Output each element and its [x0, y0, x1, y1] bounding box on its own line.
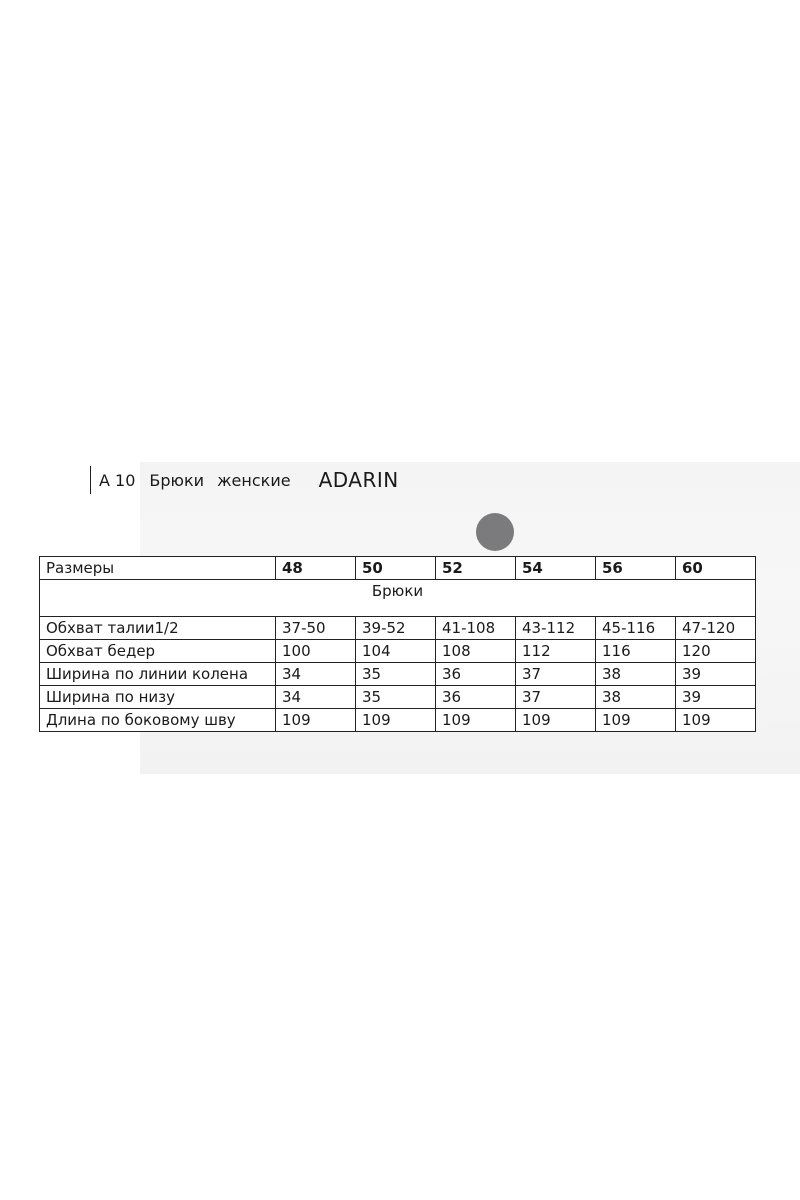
measure-value: 100 [276, 640, 356, 663]
table-row [40, 686, 756, 709]
size-header-cell: 54 [516, 557, 596, 580]
size-header-cell: 60 [676, 557, 756, 580]
measure-value: 34 [276, 686, 356, 709]
measure-value: 36 [436, 686, 516, 709]
table-header-row [40, 557, 756, 580]
measure-value: 37-50 [276, 617, 356, 640]
measure-value: 104 [356, 640, 436, 663]
measure-label: Длина по боковому шву [40, 709, 276, 732]
brand-name: ADARIN [318, 468, 399, 492]
measure-value: 109 [436, 709, 516, 732]
size-header-cell: 50 [356, 557, 436, 580]
measure-label: Обхват талии1/2 [40, 617, 276, 640]
measure-value: 112 [516, 640, 596, 663]
measure-value: 120 [676, 640, 756, 663]
sizes-header-label: Размеры [40, 557, 276, 580]
measure-value: 35 [356, 663, 436, 686]
measure-value: 108 [436, 640, 516, 663]
table-row [40, 617, 756, 640]
table-row [40, 709, 756, 732]
article-code: A 10 [99, 470, 136, 490]
table-row [40, 640, 756, 663]
measure-value: 116 [596, 640, 676, 663]
measure-value: 41-108 [436, 617, 516, 640]
measure-label: Ширина по низу [40, 686, 276, 709]
measure-value: 38 [596, 663, 676, 686]
product-name: Брюки женские [149, 470, 291, 490]
measure-label: Ширина по линии колена [40, 663, 276, 686]
measure-value: 34 [276, 663, 356, 686]
measure-value: 35 [356, 686, 436, 709]
section-row [40, 580, 756, 617]
size-header-cell: 52 [436, 557, 516, 580]
size-header-cell: 56 [596, 557, 676, 580]
measure-value: 37 [516, 686, 596, 709]
table-row [40, 663, 756, 686]
measure-value: 43-112 [516, 617, 596, 640]
measure-value: 47-120 [676, 617, 756, 640]
measure-value: 39 [676, 686, 756, 709]
color-swatch [476, 513, 514, 551]
measure-value: 39 [676, 663, 756, 686]
measure-label: Обхват бедер [40, 640, 276, 663]
measure-value: 109 [276, 709, 356, 732]
measure-value: 109 [676, 709, 756, 732]
measure-value: 45-116 [596, 617, 676, 640]
size-chart-table [39, 556, 756, 732]
measure-value: 36 [436, 663, 516, 686]
product-header [90, 466, 399, 494]
measure-value: 109 [356, 709, 436, 732]
measure-value: 109 [596, 709, 676, 732]
measure-value: 39-52 [356, 617, 436, 640]
measure-value: 109 [516, 709, 596, 732]
measure-value: 38 [596, 686, 676, 709]
measure-value: 37 [516, 663, 596, 686]
size-header-cell: 48 [276, 557, 356, 580]
section-title: Брюки [40, 580, 756, 617]
